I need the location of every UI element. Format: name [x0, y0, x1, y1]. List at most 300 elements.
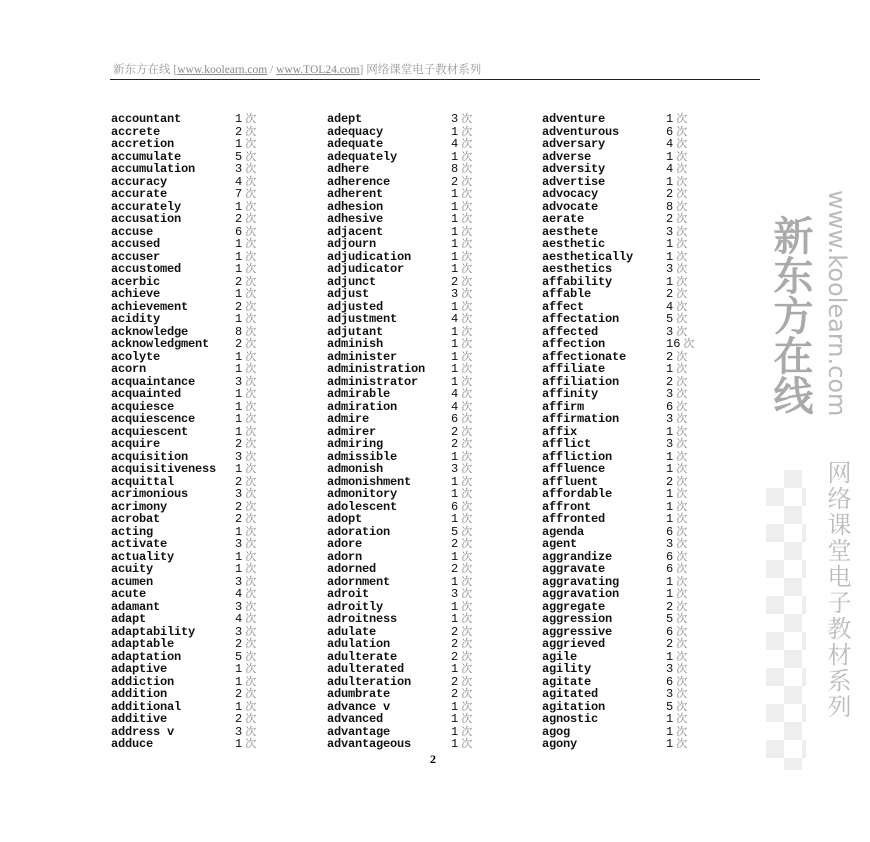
word: affordable	[542, 487, 613, 501]
word: affix	[542, 424, 578, 439]
count-suffix: 次	[676, 174, 688, 188]
word: agile	[542, 649, 578, 664]
count: 1	[666, 362, 674, 376]
count: 1	[451, 249, 459, 264]
count-suffix: 次	[676, 262, 688, 275]
count-suffix: 次	[676, 124, 688, 138]
count: 1	[235, 249, 243, 264]
word: advertise	[542, 174, 606, 189]
count: 1	[235, 399, 243, 414]
word: adornment	[327, 574, 391, 589]
word: adjourn	[327, 237, 377, 251]
word: adjust	[327, 287, 370, 301]
word: acquainted	[111, 387, 182, 401]
count: 6	[666, 674, 674, 689]
count: 2	[451, 637, 459, 651]
count: 1	[235, 387, 243, 401]
count-suffix: 次	[245, 287, 257, 300]
count-suffix: 次	[245, 412, 257, 425]
count-suffix: 次	[461, 549, 473, 563]
count-suffix: 次	[461, 137, 473, 150]
count-suffix: 次	[676, 687, 688, 700]
count-suffix: 次	[461, 324, 473, 338]
count-suffix: 次	[461, 187, 473, 200]
count-suffix: 次	[245, 662, 257, 675]
word: advocacy	[542, 187, 599, 201]
count-suffix: 次	[461, 687, 473, 700]
count-suffix: 次	[676, 587, 688, 600]
count-suffix: 次	[245, 512, 257, 525]
word: acerbic	[111, 274, 161, 289]
count: 6	[666, 124, 674, 139]
count: 1	[451, 612, 459, 626]
count-suffix: 次	[245, 162, 257, 175]
count: 1	[451, 599, 459, 614]
word: adroitness	[327, 612, 398, 626]
word: adopt	[327, 512, 363, 526]
count: 6	[666, 399, 674, 414]
count-suffix: 次	[676, 187, 688, 200]
count: 3	[235, 537, 243, 551]
count-suffix: 次	[245, 324, 257, 338]
count: 5	[235, 649, 243, 664]
word: adjutant	[327, 324, 384, 339]
count-suffix: 次	[683, 337, 695, 350]
word: advantage	[327, 724, 391, 739]
word: adorn	[327, 549, 363, 564]
count: 1	[235, 362, 243, 376]
word: acquiescent	[111, 424, 189, 439]
count: 1	[451, 699, 459, 714]
count: 3	[235, 624, 243, 639]
count: 1	[451, 662, 459, 676]
word: affable	[542, 287, 592, 301]
word: aesthete	[542, 224, 599, 239]
count-suffix: 次	[245, 174, 257, 188]
count: 6	[666, 549, 674, 564]
word: adulation	[327, 637, 391, 651]
word: affected	[542, 324, 599, 339]
count: 1	[451, 549, 459, 564]
count-suffix: 次	[676, 287, 688, 300]
word: agony	[542, 737, 578, 751]
count: 3	[666, 412, 674, 426]
word: aggression	[542, 612, 613, 626]
count: 2	[235, 512, 243, 526]
count: 2	[666, 187, 674, 201]
count-suffix: 次	[245, 562, 257, 575]
count-suffix: 次	[676, 449, 688, 463]
count-suffix: 次	[676, 487, 688, 500]
count-suffix: 次	[461, 312, 473, 325]
word: affliction	[542, 449, 613, 464]
word: aesthetic	[542, 237, 606, 251]
word: adept	[327, 112, 363, 126]
count: 1	[451, 237, 459, 251]
word: adulteration	[327, 674, 412, 689]
word: admirable	[327, 387, 391, 401]
count-suffix: 次	[461, 287, 473, 300]
tol24-link[interactable]: www.TOL24.com	[276, 64, 360, 76]
word: agenda	[542, 524, 585, 539]
count-suffix: 次	[676, 624, 688, 638]
count: 1	[666, 724, 674, 739]
count-suffix: 次	[676, 537, 688, 550]
word: affluence	[542, 462, 606, 476]
count-suffix: 次	[461, 674, 473, 688]
word: accuser	[111, 249, 161, 264]
count-suffix: 次	[461, 212, 473, 225]
frequency	[451, 738, 472, 751]
count: 6	[235, 224, 243, 239]
count: 5	[666, 612, 674, 626]
count-suffix: 次	[461, 124, 473, 138]
word: agility	[542, 662, 592, 676]
count: 1	[666, 274, 674, 289]
count: 2	[451, 174, 459, 189]
word: aggravate	[542, 562, 606, 576]
word: adolescent	[327, 499, 398, 514]
count-suffix: 次	[676, 699, 688, 713]
word: afflict	[542, 437, 592, 451]
word: acquiescence	[111, 412, 196, 426]
count: 2	[666, 287, 674, 301]
count-suffix: 次	[461, 524, 473, 538]
word: adversity	[542, 162, 606, 176]
frequency	[666, 738, 687, 751]
separator: /	[270, 64, 274, 76]
word: affirmation	[542, 412, 620, 426]
count: 4	[666, 137, 674, 151]
count: 2	[235, 299, 243, 314]
count-suffix: 次	[461, 712, 473, 725]
count: 6	[666, 624, 674, 639]
count: 5	[235, 149, 243, 164]
word: acting	[111, 524, 154, 539]
count: 3	[451, 287, 459, 301]
count: 2	[235, 499, 243, 514]
count: 1	[451, 324, 459, 339]
count-suffix: 次	[461, 249, 473, 263]
count-suffix: 次	[461, 724, 473, 738]
word: affection	[542, 337, 606, 351]
count-suffix: 次	[245, 199, 257, 213]
count-suffix: 次	[461, 374, 473, 388]
count: 4	[666, 162, 674, 176]
word: acquaintance	[111, 374, 196, 389]
count: 6	[451, 412, 459, 426]
count: 1	[235, 287, 243, 301]
count: 8	[235, 324, 243, 339]
count-suffix: 次	[676, 162, 688, 175]
count: 1	[666, 249, 674, 264]
count-suffix: 次	[245, 187, 257, 200]
count-suffix: 次	[461, 237, 473, 250]
count: 2	[235, 337, 243, 351]
word: agitated	[542, 687, 599, 701]
word: advantageous	[327, 737, 412, 751]
count: 1	[235, 462, 243, 476]
count: 3	[666, 262, 674, 276]
word: adjudication	[327, 249, 412, 264]
count: 4	[666, 299, 674, 314]
count-suffix: 次	[461, 474, 473, 488]
count: 6	[666, 562, 674, 576]
count-suffix: 次	[676, 237, 688, 250]
word: admirer	[327, 424, 377, 439]
count-suffix: 次	[245, 724, 257, 738]
word: accurately	[111, 199, 182, 214]
word: aerate	[542, 212, 585, 226]
count: 1	[235, 549, 243, 564]
word: adverse	[542, 149, 592, 164]
count-suffix: 次	[245, 224, 257, 238]
count-suffix: 次	[245, 537, 257, 550]
count-suffix: 次	[461, 349, 473, 363]
word: affiliate	[542, 362, 606, 376]
word: adulate	[327, 624, 377, 639]
count: 3	[451, 462, 459, 476]
count: 1	[235, 662, 243, 676]
word: aggravation	[542, 587, 620, 601]
count: 1	[451, 212, 459, 226]
word: accuse	[111, 224, 154, 239]
count: 2	[451, 424, 459, 439]
count-suffix: 次	[461, 424, 473, 438]
count: 4	[451, 312, 459, 326]
count-suffix: 次	[461, 162, 473, 175]
word: acrimonious	[111, 487, 189, 501]
word: affect	[542, 299, 585, 314]
count-suffix: 次	[461, 574, 473, 588]
count-suffix: 次	[245, 349, 257, 363]
count: 2	[666, 374, 674, 389]
count: 2	[451, 687, 459, 701]
word: admiration	[327, 399, 398, 414]
word: addiction	[111, 674, 175, 689]
word: accountant	[111, 112, 182, 126]
count-suffix: 次	[676, 499, 688, 513]
count-suffix: 次	[461, 412, 473, 425]
count: 3	[235, 449, 243, 464]
count-suffix: 次	[676, 362, 688, 375]
count: 1	[451, 724, 459, 739]
word: acrobat	[111, 512, 161, 526]
word: adore	[327, 537, 363, 551]
word: acrimony	[111, 499, 168, 514]
word: adhesion	[327, 199, 384, 214]
word: adaptive	[111, 662, 168, 676]
count: 3	[666, 537, 674, 551]
count-suffix: 次	[676, 149, 688, 163]
count-suffix: 次	[676, 274, 688, 288]
count: 1	[451, 487, 459, 501]
word: agog	[542, 724, 571, 739]
count-suffix: 次	[245, 237, 257, 250]
count: 1	[666, 499, 674, 514]
count-suffix: 次	[461, 587, 473, 600]
count-suffix: 次	[245, 212, 257, 225]
count-suffix: 次	[245, 274, 257, 288]
word: acolyte	[111, 349, 161, 364]
count: 1	[666, 112, 674, 126]
count: 1	[451, 712, 459, 726]
count: 1	[235, 349, 243, 364]
count: 3	[451, 112, 459, 126]
word: acquittal	[111, 474, 175, 489]
word: adequately	[327, 149, 398, 164]
count: 1	[666, 487, 674, 501]
count-suffix: 次	[461, 337, 473, 350]
count: 3	[235, 574, 243, 589]
count: 1	[451, 337, 459, 351]
count-suffix: 次	[245, 637, 257, 650]
count: 1	[451, 374, 459, 389]
count: 1	[235, 237, 243, 251]
word: acquire	[111, 437, 161, 451]
count-suffix: 次	[676, 324, 688, 338]
count-suffix: 次	[245, 312, 257, 325]
count-suffix: 次	[676, 549, 688, 563]
count: 4	[235, 587, 243, 601]
count-suffix: 次	[245, 712, 257, 725]
word: adjudicator	[327, 262, 405, 276]
count-suffix: 次	[245, 499, 257, 513]
count: 2	[235, 637, 243, 651]
count: 3	[666, 387, 674, 401]
count-suffix: 次	[676, 349, 688, 363]
header-rule	[110, 79, 760, 80]
count: 1	[666, 462, 674, 476]
koolearn-link[interactable]: www.koolearn.com	[177, 64, 268, 76]
word: advanced	[327, 712, 384, 726]
count-suffix: 次	[676, 662, 688, 675]
count-suffix: 次	[676, 612, 688, 625]
count: 16	[666, 337, 681, 351]
count-suffix: 次	[245, 587, 257, 600]
count-suffix: 次	[245, 599, 257, 613]
word: adduce	[111, 737, 154, 751]
word: acute	[111, 587, 147, 601]
count: 1	[235, 262, 243, 276]
count: 1	[235, 312, 243, 326]
count: 8	[451, 162, 459, 176]
word: admiring	[327, 437, 384, 451]
word: accustomed	[111, 262, 182, 276]
count: 4	[235, 612, 243, 626]
word: aesthetics	[542, 262, 613, 276]
count: 1	[666, 649, 674, 664]
count: 3	[235, 374, 243, 389]
count: 3	[666, 437, 674, 451]
word: adjustment	[327, 312, 398, 326]
word: accumulation	[111, 162, 196, 176]
count: 1	[235, 412, 243, 426]
word: adequate	[327, 137, 384, 151]
count-suffix: 次	[245, 137, 257, 150]
word: addition	[111, 687, 168, 701]
word: adumbrate	[327, 687, 391, 701]
count-suffix: 次	[245, 649, 257, 663]
word: adroit	[327, 587, 370, 601]
count-suffix: 次	[245, 612, 257, 625]
word: acknowledgment	[111, 337, 210, 351]
word: affability	[542, 274, 613, 289]
count: 1	[451, 474, 459, 489]
count-suffix: 次	[461, 437, 473, 450]
count-suffix: 次	[676, 399, 688, 413]
count: 1	[666, 449, 674, 464]
count-suffix: 次	[245, 387, 257, 400]
word: adapt	[111, 612, 147, 626]
word: adjacent	[327, 224, 384, 239]
word: accrete	[111, 124, 161, 139]
count-suffix: 次	[245, 624, 257, 638]
count-suffix: 次	[676, 737, 688, 750]
count: 1	[666, 237, 674, 251]
count-suffix: 次	[245, 487, 257, 500]
word: affiliation	[542, 374, 620, 389]
count: 2	[451, 537, 459, 551]
word: affront	[542, 499, 592, 514]
count: 1	[235, 737, 243, 751]
count-suffix: 次	[245, 524, 257, 538]
watermark-url: www.koolearn.com	[823, 190, 851, 417]
count: 2	[451, 649, 459, 664]
count-suffix: 次	[676, 474, 688, 488]
word: affronted	[542, 512, 606, 526]
count: 2	[666, 349, 674, 364]
word: acorn	[111, 362, 147, 376]
word: adequacy	[327, 124, 384, 139]
count: 1	[451, 199, 459, 214]
count: 1	[451, 224, 459, 239]
count-suffix: 次	[461, 624, 473, 638]
count: 2	[235, 274, 243, 289]
count-suffix: 次	[676, 599, 688, 613]
count: 1	[451, 449, 459, 464]
word: adaptability	[111, 624, 196, 639]
word: achieve	[111, 287, 161, 301]
count: 6	[666, 524, 674, 539]
count: 2	[235, 212, 243, 226]
count-suffix: 次	[676, 374, 688, 388]
word: adjusted	[327, 299, 384, 314]
word: adhesive	[327, 212, 384, 226]
count: 1	[235, 562, 243, 576]
word: adaptable	[111, 637, 175, 651]
count: 1	[451, 124, 459, 139]
count: 1	[235, 699, 243, 714]
word: activate	[111, 537, 168, 551]
page-number: 2	[430, 752, 436, 766]
count-suffix: 次	[245, 699, 257, 713]
count: 1	[666, 149, 674, 164]
count-suffix: 次	[461, 499, 473, 513]
word: adulterated	[327, 662, 405, 676]
count-suffix: 次	[461, 199, 473, 213]
count-suffix: 次	[245, 449, 257, 463]
count-suffix: 次	[245, 687, 257, 700]
word: affluent	[542, 474, 599, 489]
count: 3	[235, 599, 243, 614]
word: adversary	[542, 137, 606, 151]
count: 3	[666, 324, 674, 339]
count: 2	[235, 687, 243, 701]
word: accretion	[111, 137, 175, 151]
word: aggravating	[542, 574, 620, 589]
count: 2	[451, 437, 459, 451]
